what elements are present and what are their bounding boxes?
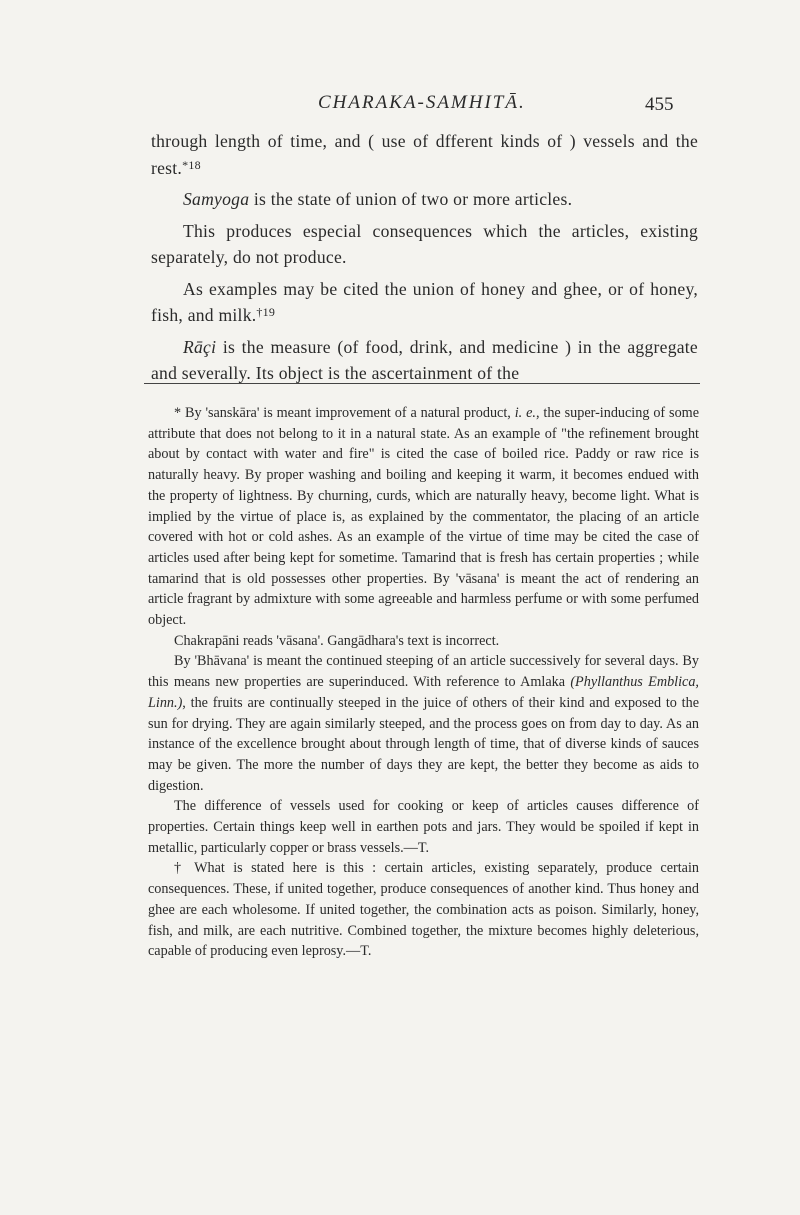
page-number: 455 <box>645 94 674 115</box>
footnotes <box>148 402 699 962</box>
paragraph-text: is the measure (of food, drink, and medicine ) in the aggregate and severally. Its object is the ascertainment of the <box>151 336 698 383</box>
page-header <box>0 92 800 122</box>
paragraph-consequences: This produces especial consequences which the articles, existing separately, do not produce. <box>151 220 698 267</box>
paragraph-text: As examples may be cited the union of honey and ghee, or of honey, fish, and milk. <box>151 278 698 325</box>
footnote-mark: †19 <box>256 305 276 319</box>
term-raci: Rāçi <box>183 336 217 357</box>
footnote-text: , the fruits are continually steeped in the juice of others of their kind and exposed to the sun for drying. They are again similarly steeped, and the process goes on from day to day. As an instance of the excellence brought about through length of time, that of diverse kinds of sauces may be given. The more the number of days they are kept, the better they become as aids to digestion. <box>148 694 699 794</box>
footnote-mark: *18 <box>182 157 201 172</box>
main-text <box>151 128 698 387</box>
term-samyoga: Samyoga <box>183 189 250 209</box>
footnote-italic: i. e. <box>514 405 536 421</box>
running-title: CHARAKA-SAMHITĀ. <box>318 92 526 113</box>
footnote-vessels: The difference of vessels used for cooking or keep of articles causes difference of properties. Certain things keep well in earthen pots and jars. They would be spoiled if kept in metallic, particularly copper or brass vessels.—T. <box>148 798 699 856</box>
paragraph-text: through length of time, and ( use of dfferent kinds of ) vessels and the rest. <box>151 131 698 178</box>
paragraph-text: is the state of union of two or more articles. <box>249 189 573 209</box>
paragraph-samyoga <box>151 186 698 213</box>
footnote-italic: (Phyllanthus Emblica, Linn.) <box>148 674 699 711</box>
footnote-text: * By 'sanskāra' is meant improvement of a natural product, <box>174 405 515 421</box>
footnote-bhavana <box>148 651 699 796</box>
footnote-divider <box>144 383 700 384</box>
footnote-dagger: † What is stated here is this : certain articles, existing separately, produce certain consequences. These, if united together, produce consequences of another kind. Thus honey and ghee are each wholesome. If united together, the combination acts as poison. Similarly, honey, fish, and milk, are each nutritive. Combined together, the mixture becomes highly deleterious, capable of producing even leprosy.—T. <box>148 860 699 960</box>
paragraph-raci <box>151 334 698 387</box>
paragraph-examples <box>151 276 698 329</box>
footnote-chakrapani: Chakrapāni reads 'vāsana'. Gangādhara's text is incorrect. <box>174 632 500 649</box>
paragraph-continuation <box>151 128 698 181</box>
footnote-text: By 'Bhāvana' is meant the continued steeping of an article successively for several days. By this means new properties are superinduced. With reference to Amlaka <box>148 653 699 691</box>
footnote-sanskara <box>148 403 699 631</box>
footnote-text: , the super-inducing of some attribute that does not belong to it in a natural state. As an example of "the refinement brought about by contact with water and fire" is cited the case of boiled rice. Paddy or raw rice is naturally heavy. By proper washing and boiling and keeping it warm, it becomes endued with the property of lightness. By churning, curds, which are naturally heavy, become light. What is implied by the virtue of place is, as explained by the commentator, the placing of an article covered with hot or cold ashes. As an example of the virtue of time may be cited the case of articles used after being kept for sometime. Tamarind that is fresh has certain properties ; while tamarind that is old possesses other properties. By 'vāsana' is meant the act of rendering an article fragrant by admixture with some agreeable and harmless perfume or with some perfumed object. <box>148 405 699 629</box>
